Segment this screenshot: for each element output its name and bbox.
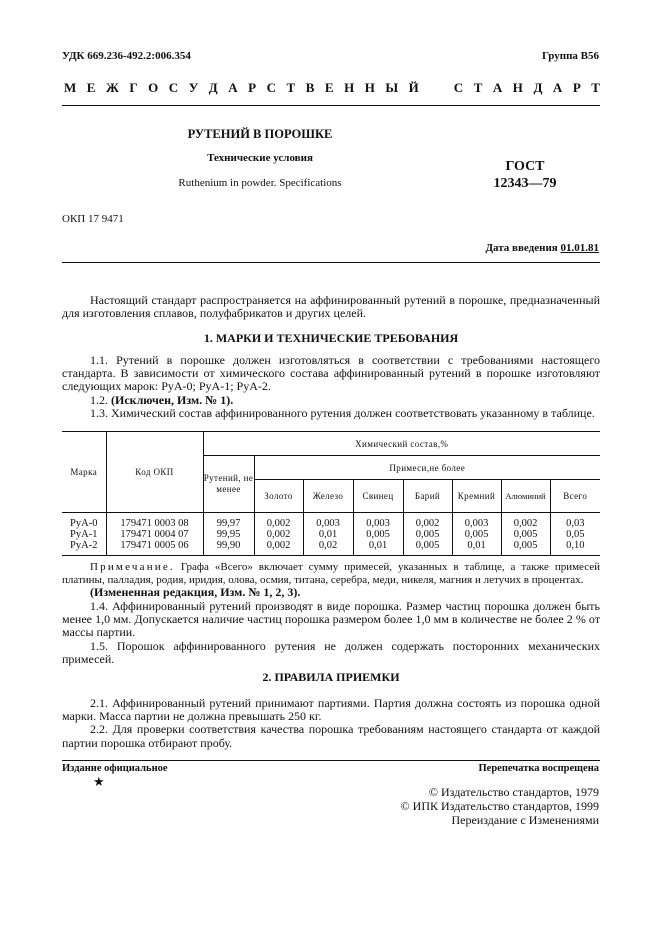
cell-value: 0,03 <box>550 513 600 530</box>
cell-value: 0,002 <box>501 513 550 530</box>
header-okp-code: Код ОКП <box>106 432 203 513</box>
copyright-1999: © ИПК Издательство стандартов, 1999 <box>400 799 599 813</box>
footer-rule <box>62 760 600 761</box>
section-1-heading: 1. МАРКИ И ТЕХНИЧЕСКИЕ ТРЕБОВАНИЯ <box>203 331 459 345</box>
banner-letter: М <box>64 80 77 95</box>
intro-date-label: Дата введения <box>485 242 561 254</box>
cell-value: 0,01 <box>303 529 353 540</box>
clause-2-1: 2.1. Аффинированный рутений принимают партиями. Партия должна состоять из порошка одной марки. Масса партии не должна превышать 250 кг. <box>62 696 600 724</box>
header-marka: Марка <box>62 432 106 513</box>
banner-letter: С <box>266 80 276 95</box>
cell-value: 0,003 <box>452 513 501 530</box>
banner-letter: А <box>492 80 503 95</box>
banner-letter: С <box>453 80 464 95</box>
copyright-1979: © Издательство стандартов, 1979 <box>428 785 599 799</box>
udk-code: УДК 669.236-492.2:006.354 <box>62 50 191 62</box>
table-row <box>62 513 600 530</box>
note-text: Графа «Всего» включает сумму примесей, указанных в таблице, а также примесей платины, палладия, родия, иридия, олова, осмия, титана, серебра, меди, никеля, магния и летучих в процентах. <box>62 561 600 586</box>
cell-value: 0,05 <box>550 529 600 540</box>
cell-ruthenium: 99,95 <box>203 529 254 540</box>
banner-letter: О <box>148 80 159 95</box>
header-lead: Свинец <box>353 480 403 513</box>
note-revision: (Измененная редакция, Изм. № 1, 2, 3). <box>90 585 301 599</box>
header-gold: Золото <box>254 480 303 513</box>
clause-1-2 <box>62 394 600 407</box>
banner-letter: Й <box>408 80 419 95</box>
document-subtitle: Технические условия <box>207 152 313 164</box>
cell-value: 0,005 <box>353 529 403 540</box>
group-code: Группа В56 <box>541 50 599 62</box>
header-barium: Барий <box>403 480 452 513</box>
reprint-prohibited-label: Перепечатка воспрещена <box>478 763 599 774</box>
okp-code: ОКП 17 9471 <box>62 213 124 225</box>
cell-value: 0,005 <box>501 529 550 540</box>
clause-1-5: 1.5. Порошок аффинированного рутения не должен содержать посторонних механических примесей. <box>62 638 600 666</box>
intro-paragraph <box>62 294 600 320</box>
banner-letter: Н <box>512 80 523 95</box>
banner-letter: Р <box>248 80 257 95</box>
banner-letter: Н <box>364 80 375 95</box>
clause-2-2: 2.2. Для проверки соответствия качества порошка требованиям настоящего стандарта от каждой партии порошка отбирают пробу. <box>62 722 600 750</box>
cell-marka: РуА-0 <box>70 518 98 529</box>
header-total: Всего <box>550 480 600 513</box>
chemical-composition-table <box>62 431 600 556</box>
header-silicon: Кремний <box>452 480 501 513</box>
banner-gap <box>429 80 443 96</box>
official-edition-label: Издание официальное <box>62 763 168 774</box>
cell-okp: 179471 0005 06 <box>106 540 203 556</box>
cell-value: 0,003 <box>303 513 353 530</box>
gost-code: 12343—79 <box>493 176 557 191</box>
section-2-body <box>62 697 600 750</box>
banner-letter: Е <box>324 80 334 95</box>
reissue-note: Переиздание с Изменениями <box>451 813 599 827</box>
cell-marka: РуА-2 <box>70 540 98 551</box>
cell-ruthenium: 99,90 <box>203 540 254 556</box>
banner-letter: Т <box>286 80 296 95</box>
cell-value: 0,002 <box>254 513 303 530</box>
cell-value: 0,005 <box>452 529 501 540</box>
section-2-heading: 2. ПРАВИЛА ПРИЕМКИ <box>262 670 400 684</box>
cell-value: 0,003 <box>353 513 403 530</box>
clause-1-3: 1.3. Химический состав аффинированного рутения должен соответствовать указанному в таблице. <box>90 405 595 420</box>
banner-letter: Г <box>129 80 138 95</box>
banner-letter: А <box>228 80 238 95</box>
table-row <box>62 540 600 556</box>
banner-letter: В <box>305 80 315 95</box>
clauses-1-4-1-5 <box>62 600 600 666</box>
banner-letter: Ы <box>385 80 399 95</box>
note-paragraph <box>62 561 600 586</box>
clause-1-4: 1.4. Аффинированный рутений производят в виде порошка. Размер частиц порошка должен быть менее 1,0 мм. Допускается наличие частиц порошка размером более 1,0 мм в количестве не более 2 % от массы партии. <box>62 599 600 640</box>
banner-letter: У <box>188 80 199 95</box>
banner-letter: Н <box>344 80 355 95</box>
banner-letter: Д <box>208 80 218 95</box>
cell-value: 0,005 <box>403 540 452 556</box>
header-chemical-composition: Химический состав,% <box>203 432 600 456</box>
banner-letter: А <box>552 80 563 95</box>
note-label: Примечание. <box>90 561 175 573</box>
table-note <box>62 561 600 599</box>
banner-letter: С <box>168 80 179 95</box>
clause-1-2-number: 1.2. <box>90 392 111 407</box>
cell-value: 0,01 <box>452 540 501 556</box>
cell-value: 0,005 <box>501 540 550 556</box>
star-icon: ★ <box>93 774 105 789</box>
english-title: Ruthenium in powder. Specifications <box>178 177 342 189</box>
cell-value: 0,10 <box>550 540 600 556</box>
header-aluminium: Алюминий <box>501 480 550 513</box>
cell-value: 0,02 <box>303 540 353 556</box>
standard-banner <box>64 80 600 96</box>
cell-marka: РуА-1 <box>70 529 98 540</box>
intro-date-value: 01.01.81 <box>560 242 599 254</box>
banner-letter: Д <box>533 80 543 95</box>
clause-1-2-text: (Исключен, Изм. № 1). <box>111 392 234 407</box>
banner-letter: Р <box>572 80 581 95</box>
cell-value: 0,005 <box>403 529 452 540</box>
banner-letter: Ж <box>105 80 119 95</box>
banner-rule <box>62 105 600 106</box>
section-1-body <box>62 354 600 420</box>
introduction-date <box>485 242 599 254</box>
cell-value: 0,002 <box>403 513 452 530</box>
intro-text: Настоящий стандарт распространяется на аффинированный рутений в порошке, предназначенный для изготовления сплавов, полуфабрикатов и других целей. <box>62 293 600 321</box>
cell-value: 0,002 <box>254 540 303 556</box>
header-iron: Железо <box>303 480 353 513</box>
cell-okp: 179471 0003 08 <box>106 513 203 530</box>
document-title: РУТЕНИЙ В ПОРОШКЕ <box>187 127 333 141</box>
cell-ruthenium: 99,97 <box>203 513 254 530</box>
clause-1-1: 1.1. Рутений в порошке должен изготовляться в соответствии с требованиями настоящего стандарта. В зависимости от химического состава аффинированный рутений в порошке изготовляют следующих марок: РуА-0; РуА-1; РуА-2. <box>62 353 600 394</box>
gost-label: ГОСТ <box>505 159 545 174</box>
banner-letter: Т <box>591 80 600 95</box>
table-row <box>62 529 600 540</box>
date-rule <box>62 262 600 263</box>
gost-number <box>470 158 580 192</box>
banner-letter: Т <box>473 80 483 95</box>
cell-okp: 179471 0004 07 <box>106 529 203 540</box>
banner-letter: Е <box>86 80 96 95</box>
header-ruthenium: Рутений, не менее <box>203 456 254 513</box>
header-impurities: Примеси,не более <box>254 456 600 480</box>
cell-value: 0,002 <box>254 529 303 540</box>
cell-value: 0,01 <box>353 540 403 556</box>
